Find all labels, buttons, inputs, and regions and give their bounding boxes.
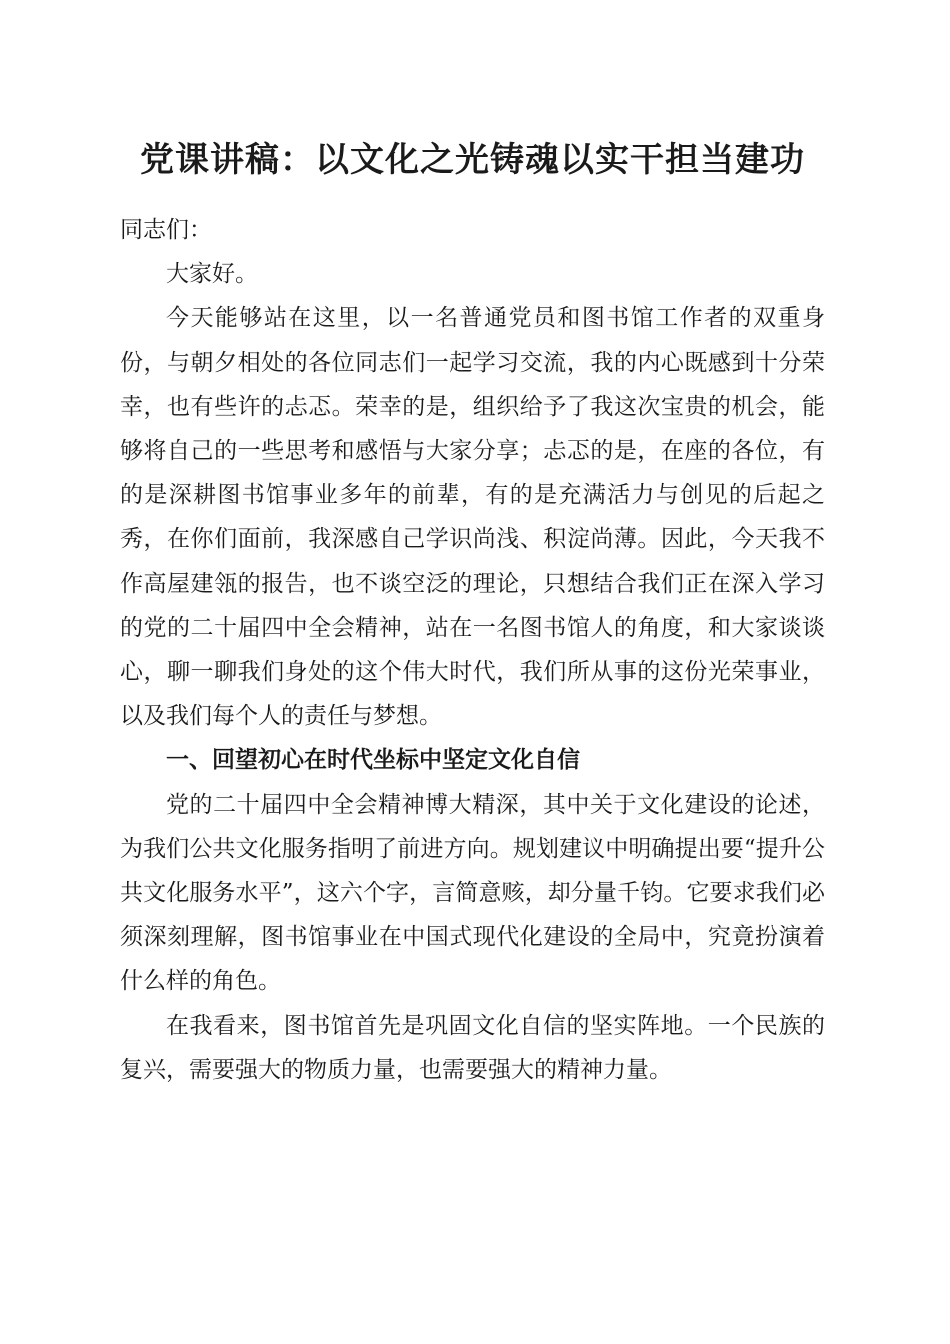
section-paragraph: 在我看来，图书馆首先是巩固文化自信的坚实阵地。一个民族的复兴，需要强大的物质力量，也需要强大的精神力量。 xyxy=(120,1012,825,1083)
document-title: 党课讲稿：以文化之光铸魂以实干担当建功 xyxy=(140,140,805,180)
salutation: 同志们： xyxy=(120,217,212,243)
greeting: 大家好。 xyxy=(166,261,258,288)
intro-paragraph: 今天能够站在这里，以一名普通党员和图书馆工作者的双重身份，与朝夕相处的各位同志们一起学习交流，我的内心既感到十分荣幸，也有些许的忐忑。荣幸的是，组织给予了我这次宝贵的机会，能够将自己的一些思考和感悟与大家分享；忐忑的是，在座的各位，有的是深耕图书馆事业多年的前辈，有的是充满活力与创见的后起之秀，在你们面前，我深感自己学识尚浅、积淀尚薄。因此，今天我不作高屋建瓴的报告，也不谈空泛的理论，只想结合我们正在深入学习的党的二十届四中全会精神，站在一名图书馆人的角度，和大家谈谈心，聊一聊我们身处的这个伟大时代，我们所从事的这份光荣事业，以及我们每个人的责任与梦想。 xyxy=(120,305,825,730)
section-paragraph: 党的二十届四中全会精神博大精深，其中关于文化建设的论述，为我们公共文化服务指明了前进方向。规划建议中明确提出要“提升公共文化服务水平”，这六个字，言简意赅，却分量千钧。它要求我们必须深刻理解，图书馆事业在中国式现代化建设的全局中，究竟扮演着什么样的角色。 xyxy=(120,791,825,995)
section-heading: 一、回望初心在时代坐标中坚定文化自信 xyxy=(166,747,580,774)
document-body xyxy=(120,208,825,1092)
